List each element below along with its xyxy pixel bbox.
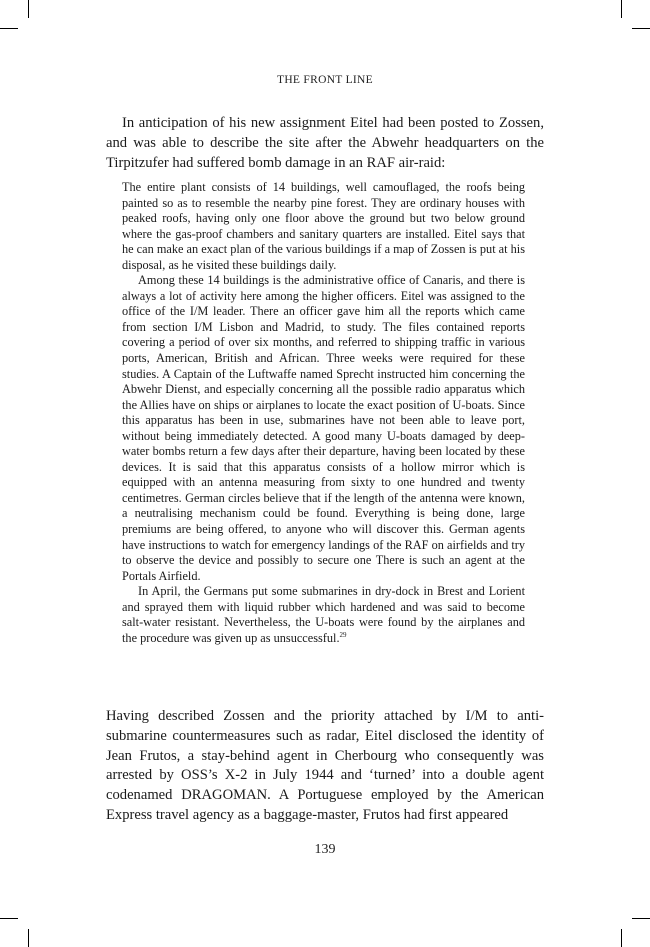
crop-mark [621, 929, 622, 947]
quote-paragraph: Among these 14 buildings is the administrative office of Canaris, and there is always a lot of activity here among the higher officers. Eitel was assigned to the office of the I/M leader. There an officer gave him all the reports which came from section I/M Lisbon and Madrid, to study. The files contained reports covering a period of over six months, and referred to shipping traffic in various ports, American, British and African. Three weeks were required for these studies. A Captain of the Luftwaffe named Sprecht instructed him concerning the Abwehr Dienst, and especially concerning all the possible radio apparatus which the Allies have on ships or airplanes to locate the exact position of U-boats. Since this apparatus has been in use, submarines have not been able to leave port, without being immediately detected. A good many U-boats damaged by deep-water bombs return a few days after their departure, having been located by these devices. It is said that this apparatus consists of a hollow mirror which is equipped with an antenna measuring from sixty to one hundred and twenty centimetres. German circles believe that if the length of the antenna were known, a neutralising mechanism could be found. Everything is being done, large premiums are being offered, to anyone who will discover this. German agents have instructions to watch for emergency landings of the RAF on airfields and try to observe the device and possibly to secure one There is such an agent at the Portals Airfield. [122, 273, 525, 583]
crop-mark [0, 28, 18, 29]
body-paragraph: Having described Zossen and the priority attached by I/M to anti-submarine countermeasures such as radar, Eitel disclosed the identity of Jean Frutos, a stay-behind agent in Cherbourg who consequently was arrested by OSS’s X-2 in July 1944 and ‘turned’ into a double agent codenamed DRAGOMAN. A Portuguese employed by the American Express travel agency as a baggage-master, Frutos had first appeared [106, 708, 544, 823]
crop-mark [621, 0, 622, 18]
crop-mark [632, 918, 650, 919]
running-head: THE FRONT LINE [277, 74, 373, 86]
crop-mark [632, 28, 650, 29]
quote-paragraph: The entire plant consists of 14 buildings, well camouflaged, the roofs being painted so as to resemble the nearby pine forest. They are ordinary houses with peaked roofs, having only one floor above the ground but two below ground where the gas-proof chambers and sanitary quarters are installed. Eitel says that he can make an exact plan of the various buildings if a map of Zossen is put at his disposal, as he visited these buildings daily. [122, 180, 525, 272]
crop-mark [28, 929, 29, 947]
footnote-reference[interactable]: 29 [339, 630, 347, 639]
intro-paragraph: In anticipation of his new assignment Eitel had been posted to Zossen, and was able to describe the site after the Abwehr headquarters on the Tirpitzufer had suffered bomb damage in an RAF air-raid: [106, 115, 544, 171]
block-quote [122, 180, 525, 646]
crop-mark [28, 0, 29, 18]
quote-paragraph-text: In April, the Germans put some submarines in dry-dock in Brest and Lorient and sprayed them with liquid rubber which hardened and was said to become salt-water resistant. Nevertheless, the U-boats were found by the airplanes and the procedure was given up as unsuccessful. [122, 584, 525, 645]
page-number: 139 [314, 842, 336, 857]
quote-paragraph [122, 584, 525, 646]
crop-mark [0, 918, 18, 919]
